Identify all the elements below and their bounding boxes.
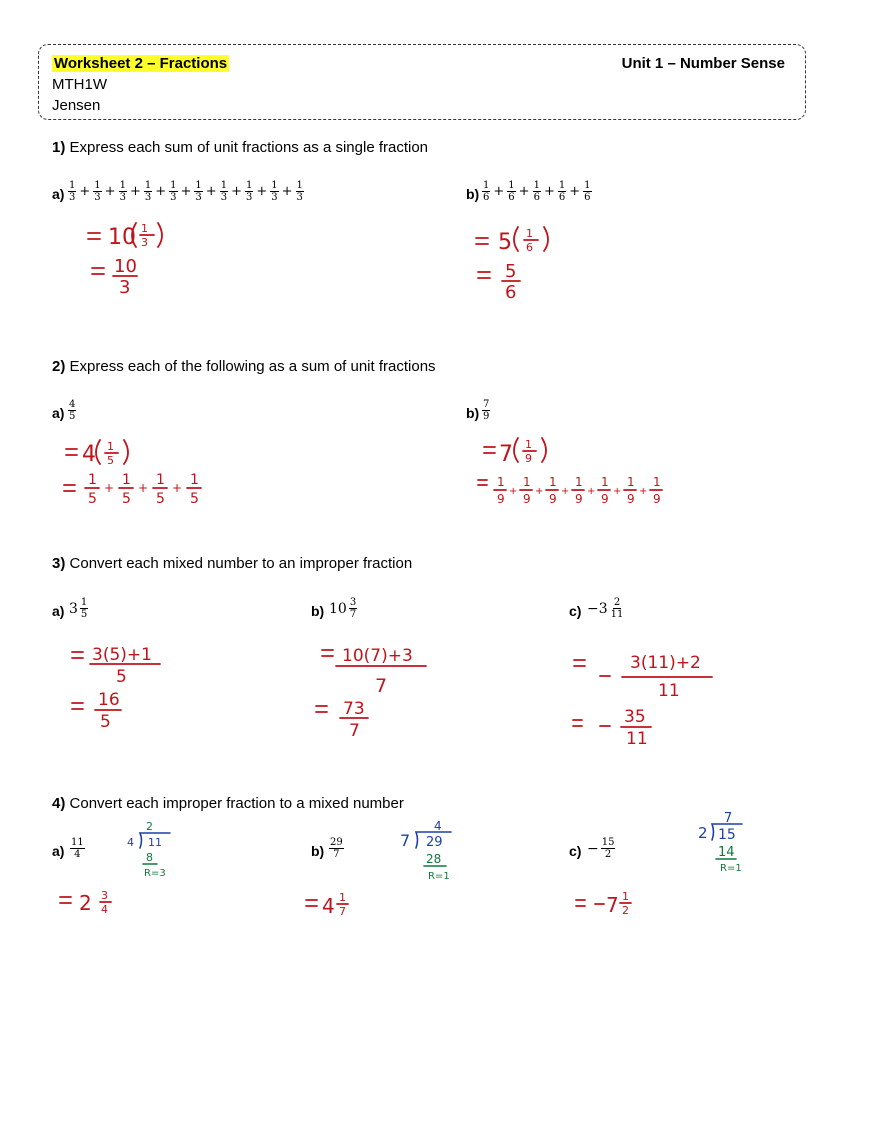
q4a-work [60,820,170,916]
svg-text:7: 7 [339,905,346,918]
unit-fraction: $\frac{1}{3}$ [170,180,177,203]
svg-text:R=3: R=3 [144,868,166,879]
unit-fraction: 1 3 [69,180,76,203]
worksheet-title: Worksheet 2 – Fractions [54,55,228,72]
part-b-label: b) [466,405,480,421]
question-number: 1) [52,139,66,156]
q3c-work [573,653,712,749]
svg-text:9: 9 [525,452,532,465]
plus-sign: + [518,184,530,199]
svg-text:4: 4 [101,903,108,916]
svg-text:10(7)+3: 10(7)+3 [342,646,413,666]
unit-title: Unit 1 – Number Sense [621,55,785,72]
plus-sign: + [569,184,581,199]
plus-sign: + [543,184,555,199]
svg-text:5: 5 [505,261,517,282]
plus-sign: + [79,184,91,199]
svg-text:6: 6 [526,241,533,254]
hw-denominator: 9 [627,492,635,506]
unit-fraction: $\frac{1}{6}$ [533,180,540,203]
q3a-work [72,645,160,732]
part-b-label: b) [466,186,480,202]
svg-text:7: 7 [375,675,388,697]
q1b-expression [481,180,593,203]
svg-text:R=1: R=1 [720,863,742,874]
unit-fraction: $\frac{1}{3}$ [119,180,126,203]
question-text: Convert each improper fraction to a mixed number [69,795,404,812]
unit-fraction: 1 6 [483,180,490,203]
question-number: 4) [52,795,66,812]
hw-denominator: 9 [497,492,505,506]
part-a-label: a) [52,603,65,619]
svg-text:1: 1 [525,438,532,451]
hw-plus: + [172,481,183,495]
svg-text:11: 11 [148,836,162,849]
q4b-work [306,819,451,918]
q1a-expression [67,180,305,203]
part-a-label: a) [52,186,65,202]
svg-text:2: 2 [146,820,153,833]
q4b-fraction: 29 7 [330,837,343,860]
q2b-work [478,438,662,506]
hw-numerator: 1 [523,475,531,489]
question-2 [52,358,436,375]
plus-sign: + [493,184,505,199]
part-a-label: a) [52,843,65,859]
plus-sign: + [180,184,192,199]
svg-text:4: 4 [434,819,442,833]
hw-numerator: 1 [156,472,165,488]
svg-text:11: 11 [626,729,648,749]
svg-text:7: 7 [606,893,619,917]
q2b-fraction: 7 9 [483,399,490,422]
svg-text:10: 10 [108,225,136,250]
svg-text:29: 29 [426,835,443,850]
hw-denominator: 5 [190,491,199,507]
svg-text:14: 14 [718,845,735,860]
svg-text:6: 6 [505,282,517,303]
q1a-work [88,222,162,298]
unit-fraction: $\frac{1}{3}$ [195,180,202,203]
svg-text:35: 35 [624,707,646,727]
hw-numerator: 1 [627,475,635,489]
unit-fraction: $\frac{1}{3}$ [94,180,101,203]
part-c-label: c) [569,843,582,859]
hw-plus: + [138,481,149,495]
plus-sign: + [256,184,268,199]
svg-text:1: 1 [141,222,148,235]
part-c-label: c) [569,603,582,619]
q3c-mixed-number: −3 2 11 [587,597,624,620]
question-text: Express each of the following as a sum of unit fractions [69,358,436,375]
svg-text:7: 7 [499,442,513,467]
hw-numerator: 1 [653,475,661,489]
svg-text:3: 3 [101,889,108,902]
svg-text:15: 15 [718,827,736,843]
svg-text:3: 3 [141,236,148,249]
hw-numerator: 1 [549,475,557,489]
svg-text:73: 73 [343,699,365,719]
plus-sign: + [231,184,242,199]
svg-text:5: 5 [116,667,127,687]
unit-fraction: $\frac{1}{6}$ [584,180,591,203]
hw-numerator: 1 [190,472,199,488]
part-b-label: b) [311,843,325,859]
hw-numerator: 1 [122,472,131,488]
svg-text:7: 7 [724,811,733,826]
q3a-mixed-number: 3 1 5 [69,597,88,620]
svg-text:3(5)+1: 3(5)+1 [92,645,152,665]
hw-denominator: 9 [653,492,661,506]
svg-text:5: 5 [100,712,111,732]
hw-plus: + [613,486,622,497]
hw-denominator: 9 [549,492,557,506]
hw-denominator: 9 [601,492,609,506]
question-3 [52,555,412,572]
hw-numerator: 1 [601,475,609,489]
part-a-label: a) [52,405,65,421]
svg-text:3: 3 [119,277,131,298]
hw-numerator: 1 [497,475,505,489]
unit-fraction: $\frac{1}{3}$ [220,180,228,203]
hw-plus: + [509,486,518,497]
hw-plus: + [587,486,596,497]
q2a-fraction: 4 5 [69,399,76,422]
svg-text:1: 1 [526,227,533,240]
hw-plus: + [639,486,648,497]
hw-plus: + [535,486,544,497]
svg-text:R=1: R=1 [428,871,450,882]
question-number: 3) [52,555,66,572]
hw-denominator: 5 [156,491,165,507]
q3b-work [316,646,426,741]
svg-text:7: 7 [349,721,360,741]
svg-text:28: 28 [426,852,442,866]
svg-text:4: 4 [82,442,96,467]
teacher-name: Jensen [52,97,101,114]
svg-text:2: 2 [622,904,629,917]
unit-fraction: $\frac{1}{3}$ [296,180,303,203]
question-number: 2) [52,358,66,375]
plus-sign: + [129,184,141,199]
question-4 [52,795,404,812]
course-code: MTH1W [52,76,107,93]
svg-text:1: 1 [622,890,629,903]
hw-plus: + [104,481,115,495]
svg-text:5: 5 [498,230,512,255]
svg-text:5: 5 [107,454,114,467]
hw-plus: + [561,486,570,497]
unit-fraction: $\frac{1}{3}$ [144,180,152,203]
unit-fraction: $\frac{1}{3}$ [245,180,253,203]
svg-text:4: 4 [127,836,134,849]
q4c-fraction: − $\frac{15}{2}$ [587,837,615,860]
hw-denominator: 5 [88,491,97,507]
hw-denominator: 9 [523,492,531,506]
hw-denominator: 5 [122,491,131,507]
q4a-fraction: 11 4 [71,837,84,860]
unit-fraction: $\frac{1}{3}$ [271,180,278,203]
hw-numerator: 1 [575,475,583,489]
plus-sign: + [205,184,217,199]
q4c-work [576,811,742,917]
svg-text:1: 1 [339,891,346,904]
svg-text:1: 1 [107,440,114,453]
hw-numerator: 1 [88,472,97,488]
svg-text:16: 16 [98,690,120,710]
unit-fraction: $\frac{1}{6}$ [558,180,566,203]
plus-sign: + [155,184,167,199]
q3b-mixed-number: 10 3 7 [329,597,357,620]
question-text: Express each sum of unit fractions as a single fraction [69,139,429,156]
part-b-label: b) [311,603,325,619]
svg-text:4: 4 [322,894,335,918]
svg-text:10: 10 [114,256,137,277]
question-1 [52,139,428,156]
svg-text:8: 8 [146,851,153,864]
q2a-work [64,440,201,507]
hw-denominator: 9 [575,492,583,506]
svg-text:11: 11 [658,681,680,701]
svg-text:2: 2 [698,824,708,842]
unit-fraction: $\frac{1}{6}$ [508,180,515,203]
svg-text:2: 2 [79,891,92,915]
plus-sign: + [281,184,293,199]
question-text: Convert each mixed number to an improper fraction [69,555,413,572]
svg-text:7: 7 [400,831,411,850]
q1b-work [476,227,548,303]
plus-sign: + [104,184,116,199]
svg-text:3(11)+2: 3(11)+2 [630,653,701,673]
